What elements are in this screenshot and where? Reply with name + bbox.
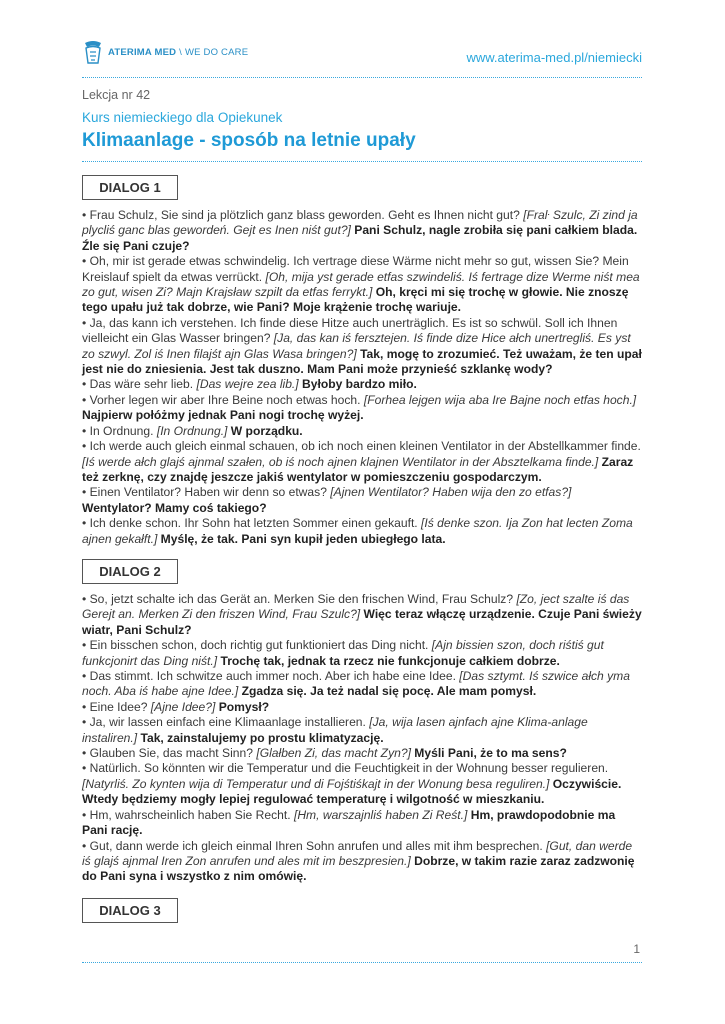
dialog-line	[82, 254, 644, 316]
phonetic-text: [Iś werde ałch glajś ajnmal szałen, ob iś noch ajnen klajnen Wentilator in der Absztelkama finde.]	[82, 454, 599, 469]
polish-translation: Wentylator? Mamy coś takiego?	[82, 500, 267, 515]
lesson-number: Lekcja nr 42	[82, 88, 151, 102]
german-text: • Frau Schulz, Sie sind ja plötzlich ganz blass geworden. Geht es Ihnen nicht gut?	[82, 208, 524, 222]
dialog-line	[82, 485, 644, 516]
german-text: • In Ordnung.	[82, 423, 157, 438]
dialog-line	[82, 700, 644, 715]
dialog-1-text	[82, 208, 644, 547]
phonetic-text: [Ja, wija lasen ajnfach ajne Klima-anlage instaliren.]	[82, 715, 588, 745]
dialog-line	[82, 424, 644, 439]
phonetic-text: [Das sztymt. Iś szwice ałch yma noch. Aba iś habe ajne Idee.]	[82, 669, 630, 699]
polish-translation: Oczywiście. Wtedy będziemy mogły lepiej regulować temperaturę i wilgotność w mieszkaniu.	[82, 776, 622, 807]
title-divider	[82, 161, 642, 162]
phonetic-text: [Glałben Zi, das macht Zyn?]	[256, 746, 411, 761]
polish-translation: Tak, zainstalujemy po prostu klimatyzację.	[137, 730, 384, 745]
page-number: 1	[633, 942, 640, 956]
dialog-line	[82, 316, 644, 378]
german-text: • Gut, dann werde ich gleich einmal Ihren Sohn anrufen und alles mit ihm besprechen.	[82, 838, 547, 853]
phonetic-text: [Ajnen Wentilator? Haben wija den zo etfas?]	[330, 485, 572, 500]
dialog-1-heading: DIALOG 1	[82, 175, 178, 200]
german-text: • Natürlich. So könnten wir die Temperatur und die Feuchtigkeit in der Wohnung besser regulieren.	[82, 761, 609, 776]
dialog-line	[82, 808, 644, 839]
page-header	[82, 34, 642, 74]
phonetic-text: [Iś denke szon. Ija Zon hat lecten Zoma ajnen gekałft.]	[82, 516, 633, 546]
course-name: Kurs niemieckiego dla Opiekunek	[82, 110, 283, 125]
dialog-2-heading: DIALOG 2	[82, 559, 178, 584]
german-text: • Das stimmt. Ich schwitze auch immer noch. Aber ich habe eine Idee.	[82, 669, 460, 684]
german-text: • Ein bisschen schon, doch richtig gut funktioniert das Ding nicht.	[82, 638, 432, 653]
german-text: • Einen Ventilator? Haben wir denn so etwas?	[82, 485, 331, 500]
polish-translation: Oh, kręci mi się trochę w głowie. Nie znoszę tego upału już tak dobrze, wie Pani? Moje krążenie trochę wariuje.	[82, 285, 629, 315]
logo-mark-icon	[82, 39, 104, 65]
phonetic-text: [Oh, mija yst gerade etfas szwindeliś. Iś fertrage dize Werme niśt mea zo gut, wisen Zi? Majn Krajsław szpilt da etfas ferrykt.]	[82, 269, 640, 300]
german-text: • Ja, das kann ich verstehen. Ich finde diese Hitze auch unerträglich. Es ist so schwül. Soll ich Ihnen vielleicht ein Glas Wasser bringen?	[82, 315, 618, 346]
phonetic-text: [Zo, ject szalte iś das Gerejt an. Merken Zi den friszen Wind, Frau Szulc?]	[82, 592, 630, 622]
phonetic-text: [Das wejre zea lib.]	[196, 377, 299, 392]
german-text: • Hm, wahrscheinlich haben Sie Recht.	[82, 807, 294, 822]
polish-translation: Pomysł?	[215, 699, 270, 714]
dialog-line	[82, 746, 644, 761]
dialog-line	[82, 761, 644, 807]
german-text: • Das wäre sehr lieb.	[82, 377, 197, 392]
polish-translation: Tak, mogę to zrozumieć. Też uważam, że ten upał jest nie do zniesienia. Jest tak duszno. Mam Pani może przynieść szklankę wody?	[82, 346, 642, 377]
dialog-3-heading: DIALOG 3	[82, 898, 178, 923]
phonetic-text: [Ajn bissien szon, doch riśtiś gut funkcjonirt das Ding niśt.]	[82, 638, 604, 668]
phonetic-text: [Natyrliś. Zo kynten wija di Temperatur und di Fojśtiśkajt in der Wonung besa reguliren.]	[82, 776, 550, 791]
polish-translation: Trochę tak, jednak ta rzecz nie funkcjonuje całkiem dobrze.	[217, 653, 560, 668]
polish-translation: Myślę, że tak. Pani syn kupił jeden ubiegłego lata.	[157, 531, 446, 546]
phonetic-text: [In Ordnung.]	[156, 423, 228, 438]
phonetic-text: [Hm, warszajnliś haben Zi Reśt.]	[293, 807, 468, 822]
polish-translation: Najpierw połóżmy jednak Pani nogi trochę wyżej.	[82, 408, 364, 423]
german-text: • So, jetzt schalte ich das Gerät an. Merken Sie den frischen Wind, Frau Schulz?	[82, 592, 517, 606]
phonetic-text: [Forhea lejgen wija aba Ire Bajne noch etfas hoch.]	[363, 392, 637, 407]
polish-translation: Pani Schulz, nagle zrobiła się pani całkiem blada. Źle się Pani czuje?	[82, 223, 638, 253]
brand-name: ATERIMA MED	[108, 46, 177, 58]
dialog-line	[82, 638, 644, 669]
german-text: • Ich denke schon. Ihr Sohn hat letzten Sommer einen gekauft.	[82, 516, 422, 531]
dialog-line	[82, 516, 644, 547]
dialog-line	[82, 715, 644, 746]
brand-tagline: WE DO CARE	[185, 46, 249, 58]
german-text: • Ja, wir lassen einfach eine Klimaanlage installieren.	[82, 715, 370, 730]
polish-translation: Zgadza się. Ja też nadal się pocę. Ale mam pomysł.	[238, 684, 537, 699]
phonetic-text: [Fraŀ Szulc, Zi zind ja plycliś ganc blas gewordeń. Gejt es Inen niśt gut?]	[82, 208, 638, 238]
website-link[interactable]: www.aterima-med.pl/niemiecki	[466, 50, 642, 65]
dialog-line	[82, 439, 644, 485]
polish-translation: Myśli Pani, że to ma sens?	[410, 746, 567, 761]
dialog-line	[82, 592, 644, 638]
polish-translation: W porządku.	[227, 423, 303, 438]
header-divider	[82, 77, 642, 78]
dialog-line	[82, 377, 644, 392]
german-text: • Glauben Sie, das macht Sinn?	[82, 746, 257, 761]
german-text: • Eine Idee?	[82, 699, 151, 714]
dialog-2-text	[82, 592, 644, 885]
footer-divider	[82, 962, 642, 963]
phonetic-text: [Ja, das kan iś fersztejen. Iś finde dize Hice ałch unertregliś. Es yst zo szwyl. Zol iś Inen filajśt ajn Glas Wasa bringen?]	[82, 331, 631, 361]
polish-translation: Hm, prawdopodobnie ma Pani rację.	[82, 807, 616, 838]
phonetic-text: [Ajne Idee?]	[150, 699, 216, 714]
page-title: Klimaanlage - sposób na letnie upały	[82, 130, 416, 151]
phonetic-text: [Gut, dan werde iś glajś ajnmal Iren Zon anrufen und ales mit im beszpresien.]	[82, 838, 633, 868]
polish-translation: Zaraz też zerknę, czy znajdę jeszcze jakiś wentylator w pomieszczeniu gospodarczym.	[82, 454, 634, 484]
polish-translation: Dobrze, w takim razie zaraz zadzwonię do Pani syna i wszystko z nim omówię.	[82, 853, 635, 884]
german-text: • Oh, mir ist gerade etwas schwindelig. Ich vertrage diese Wärme nicht mehr so gut, wissen Sie? Mein Kreislauf spielt da etwas verrückt.	[82, 254, 629, 284]
dialog-line	[82, 208, 644, 254]
polish-translation: Byłoby bardzo miło.	[298, 377, 417, 392]
dialog-line	[82, 669, 644, 700]
company-logo: ATERIMA MED \ WE DO CARE	[82, 34, 248, 70]
polish-translation: Więc teraz włączę urządzenie. Czuje Pani świeży wiatr, Pani Schulz?	[82, 607, 642, 637]
dialog-line	[82, 393, 644, 424]
german-text: • Ich werde auch gleich einmal schauen, ob ich noch einen kleinen Ventilator in der Abstellkammer finde.	[82, 439, 641, 454]
german-text: • Vorher legen wir aber Ihre Beine noch etwas hoch.	[82, 392, 364, 407]
dialog-line	[82, 839, 644, 885]
